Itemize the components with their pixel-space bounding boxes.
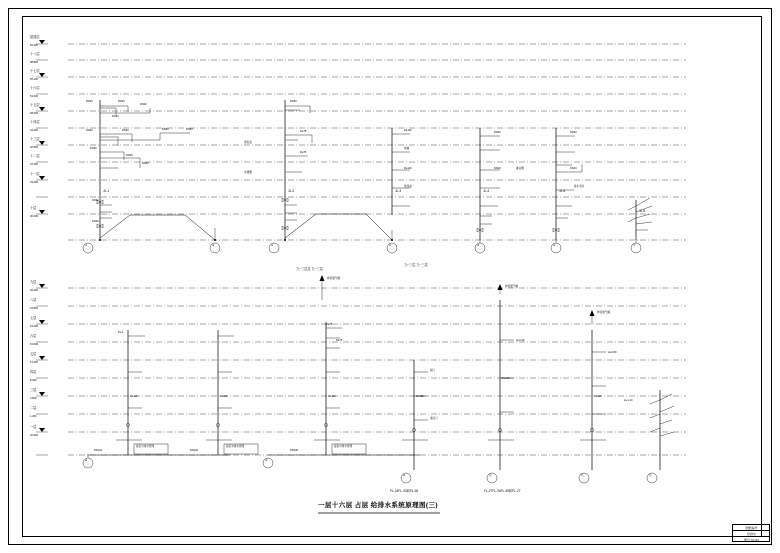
level-elev-lower-7: 1.200 bbox=[30, 415, 37, 418]
pipe-size-u16: De110 bbox=[404, 129, 412, 132]
level-label-upper-1: 十八层 bbox=[30, 52, 40, 56]
pipe-label-l10: DN100 bbox=[190, 449, 199, 452]
device-note-5: 伸顶通气帽 bbox=[327, 277, 340, 280]
fixture-note-2: 地漏 bbox=[404, 147, 410, 150]
pipe-size-u21: DN40 bbox=[570, 167, 577, 170]
level-elev-upper-2: 55.200 bbox=[30, 78, 38, 81]
level-label-upper-8: 十一层 bbox=[30, 172, 40, 176]
pipe-size-u5: DN40 bbox=[122, 129, 129, 132]
annotation-valve: 阀门 bbox=[430, 369, 436, 372]
riser-tag-upper-4: ⑤ bbox=[477, 244, 480, 247]
pipe-size-u15: De75 bbox=[300, 151, 307, 154]
pipe-size-u1: DN25 bbox=[118, 100, 125, 103]
riser-tag-lower-4: ⑫ bbox=[581, 474, 584, 477]
level-elev-upper-4: 48.000 bbox=[30, 112, 38, 115]
section-subtitle-right: 九~三层 九~三层 bbox=[404, 263, 428, 267]
device-note-1: 接室外排水管网 bbox=[226, 445, 245, 448]
annotation-h1: H+0.45 bbox=[516, 339, 525, 342]
sheet-title: 一层十六层 占层 给排水系统原理图(三) bbox=[318, 502, 438, 509]
level-label-upper-9: 十层 bbox=[30, 206, 37, 210]
level-label-upper-0: 屋面层 bbox=[30, 35, 40, 39]
riser-tag-upper-6: ⑦ bbox=[633, 244, 636, 247]
level-label-upper-2: 十七层 bbox=[30, 69, 40, 73]
level-label-lower-1: 八层 bbox=[30, 298, 37, 302]
level-elev-upper-9: 30.000 bbox=[30, 215, 38, 218]
level-elev-lower-6: 4.800 bbox=[30, 397, 37, 400]
level-label-lower-7: 二层 bbox=[30, 406, 37, 410]
pipe-id-upper-5: JL-6 bbox=[639, 209, 646, 213]
section-subtitle-left: 九~三层及 九~三层 bbox=[296, 267, 323, 271]
title-block-row-3: 图号 SY-01 bbox=[744, 538, 759, 542]
annotation-h3: H+1.10 bbox=[624, 399, 633, 402]
level-elev-upper-5: 44.400 bbox=[30, 129, 38, 132]
fixture-note-1: 坐便器 bbox=[244, 171, 252, 174]
device-note-4: 伸顶通气帽 bbox=[597, 311, 610, 314]
riser-tag-lower-2: ⑩ bbox=[403, 474, 406, 477]
level-elev-lower-3: 15.600 bbox=[30, 343, 38, 346]
pipe-size-u7: DN50 bbox=[186, 128, 193, 131]
level-elev-upper-7: 37.200 bbox=[30, 163, 38, 166]
title-block-row-1: 图纸编号 bbox=[733, 525, 769, 531]
pipe-size-u8: DN25 bbox=[90, 147, 97, 150]
pipe-size-u0: DN25 bbox=[86, 100, 93, 103]
level-elev-lower-2: 19.200 bbox=[30, 325, 38, 328]
level-label-lower-6: 三层 bbox=[30, 388, 37, 392]
level-label-lower-5: 四层 bbox=[30, 370, 37, 374]
level-label-upper-6: 十三层 bbox=[30, 137, 40, 141]
riser-tag-upper-5: ⑥ bbox=[553, 244, 556, 247]
bottom-note-right: FL-27FL-34FL-35和FL-27 bbox=[484, 489, 521, 493]
level-label-lower-8: 一层 bbox=[30, 425, 37, 429]
riser-tag-upper-1: ② bbox=[271, 244, 274, 247]
level-elev-upper-6: 40.800 bbox=[30, 146, 38, 149]
level-elev-lower-8: ±0.000 bbox=[30, 434, 38, 437]
device-note-3: 伸顶通气帽 bbox=[505, 285, 518, 288]
annotation-cleanout: 清扫口 bbox=[430, 417, 438, 420]
pipe-size-u3: DN32 bbox=[112, 115, 119, 118]
pipe-size-u17: De110 bbox=[404, 167, 412, 170]
annotation-h2: H+0.80 bbox=[608, 351, 617, 354]
pipe-size-u6: DN50 bbox=[162, 128, 169, 131]
riser-tag-lower-5: ⑬ bbox=[649, 474, 652, 477]
pipe-id-upper-0: JL-1 bbox=[103, 189, 110, 193]
level-elev-upper-1: 58.800 bbox=[30, 61, 38, 64]
level-label-lower-4: 五层 bbox=[30, 352, 37, 356]
fixture-note-3: 洗涤盆 bbox=[404, 185, 412, 188]
pipe-id-upper-1: JL-2 bbox=[288, 189, 295, 193]
pipe-size-u2: DN32 bbox=[140, 103, 147, 106]
pipe-label-l2: De110 bbox=[220, 395, 228, 398]
pipe-label-l8: De75 bbox=[336, 339, 343, 342]
device-note-0: 接室外排水管网 bbox=[136, 445, 155, 448]
pipe-size-u14: De75 bbox=[300, 130, 307, 133]
level-elev-lower-5: 8.400 bbox=[30, 379, 37, 382]
bottom-note-left: FL-24FL-33和FL-26 bbox=[390, 489, 419, 493]
pipe-size-u19: DN40 bbox=[494, 167, 501, 170]
riser-tag-lower-3: ⑪ bbox=[489, 474, 492, 477]
riser-tag-upper-2: ③ bbox=[212, 244, 215, 247]
level-elev-upper-0: 62.400 bbox=[30, 44, 38, 47]
title-block-row-2: 给排水 bbox=[733, 531, 769, 537]
level-elev-lower-0: 26.400 bbox=[30, 289, 38, 292]
level-elev-lower-1: 22.800 bbox=[30, 307, 38, 310]
pipe-label-l5: De110 bbox=[502, 377, 510, 380]
pipe-label-l1: De110 bbox=[130, 395, 138, 398]
level-label-upper-3: 十六层 bbox=[30, 86, 40, 90]
riser-tag-upper-3: ④ bbox=[389, 244, 392, 247]
pipe-size-u13: DN50 bbox=[290, 100, 297, 103]
level-label-lower-3: 六层 bbox=[30, 334, 37, 338]
pipe-size-u20: DN32 bbox=[570, 131, 577, 134]
pipe-label-l4: De110 bbox=[416, 395, 424, 398]
title-block bbox=[732, 524, 770, 542]
riser-tag-upper-0: ① bbox=[85, 244, 88, 247]
level-label-upper-5: 十四层 bbox=[30, 120, 40, 124]
pipe-label-l0: PL-1 bbox=[118, 331, 124, 334]
pipe-id-upper-4: JL-5 bbox=[559, 189, 566, 193]
level-label-lower-2: 七层 bbox=[30, 316, 37, 320]
pipe-label-l11: DN100 bbox=[290, 449, 299, 452]
level-elev-lower-4: 12.000 bbox=[30, 361, 38, 364]
pipe-label-l6: De110 bbox=[594, 395, 602, 398]
device-note-2: 接室外排水管网 bbox=[334, 445, 353, 448]
level-elev-upper-3: 51.600 bbox=[30, 95, 38, 98]
fixture-note-4: 淋浴器 bbox=[516, 167, 524, 170]
riser-tag-lower-0: ⑧ bbox=[85, 459, 88, 462]
pipe-label-l3: De110 bbox=[328, 395, 336, 398]
pipe-label-l7: De75 bbox=[326, 323, 333, 326]
pipe-size-u9: DN25 bbox=[126, 154, 133, 157]
annotation-0: 接水表井 bbox=[574, 185, 585, 188]
level-elev-upper-8: 33.600 bbox=[30, 181, 38, 184]
pipe-size-u18: DN32 bbox=[494, 131, 501, 134]
level-label-upper-7: 十二层 bbox=[30, 154, 40, 158]
pipe-size-u4: DN40 bbox=[86, 129, 93, 132]
riser-tag-lower-1: ⑨ bbox=[265, 459, 268, 462]
pipe-id-upper-2: JL-3 bbox=[395, 189, 402, 193]
fixture-note-0: 洗脸盆 bbox=[244, 141, 252, 144]
pipe-id-upper-3: JL-4 bbox=[483, 189, 490, 193]
level-label-lower-0: 九层 bbox=[30, 280, 37, 284]
pipe-size-u11: DN32 bbox=[92, 199, 99, 202]
pipe-size-u12: DN40 bbox=[92, 220, 99, 223]
level-label-upper-4: 十五层 bbox=[30, 103, 40, 107]
pipe-label-l9: DN100 bbox=[94, 449, 103, 452]
pipe-size-u10: DN32 bbox=[142, 162, 149, 165]
